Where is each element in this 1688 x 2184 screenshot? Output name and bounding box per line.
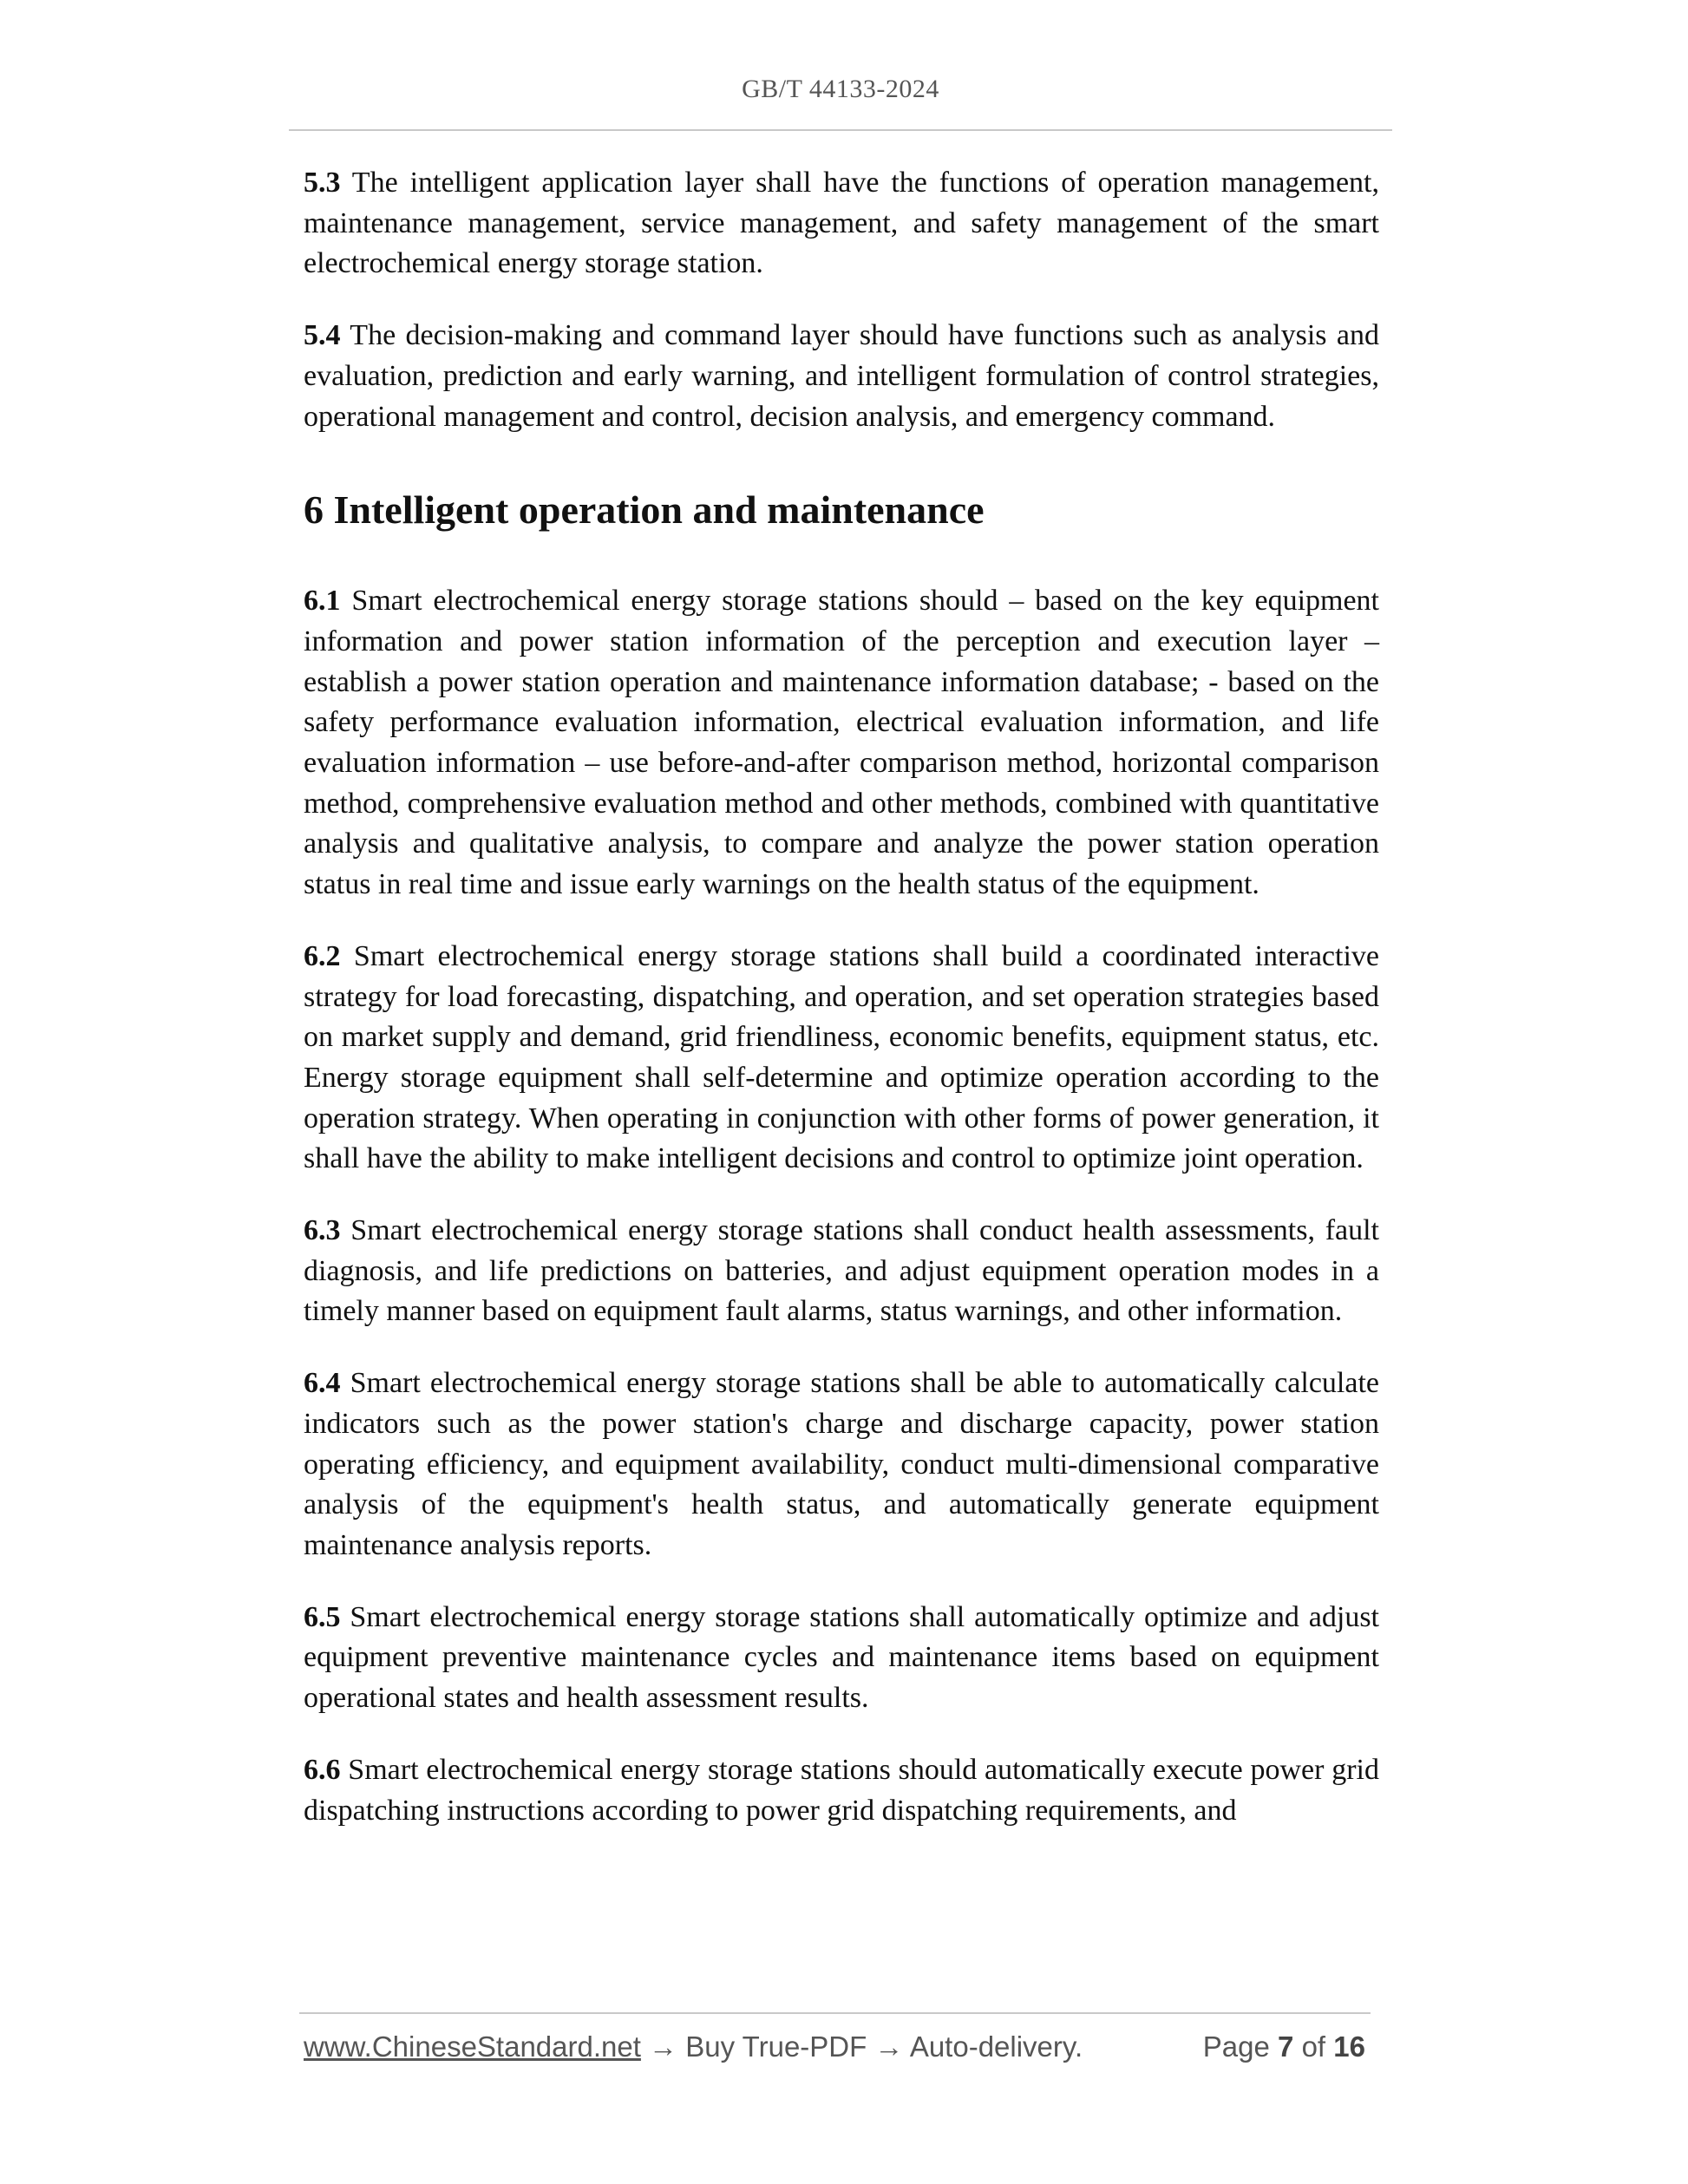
clause-text: Smart electrochemical energy storage stations shall build a coordinated interactive strategy for load forecasting, dispatching, and operation, and set operation strategies based on market supply and demand, grid friendliness, economic benefits, equipment status, etc. Energy storage equipment shall self-determine and optimize operation according to the operation strategy. When operating in conjunction with other forms of power generation, it shall have the ability to make intelligent decisions and control to optimize joint operation. [304, 939, 1380, 1175]
clause-text: Smart electrochemical energy storage stations shall conduct health assessments, fault diagnosis, and life predictions on batteries, and adjust equipment operation modes in a timely manner based on equipment fault alarms, status warnings, and other information. [304, 1214, 1380, 1328]
clause-6-1 [304, 581, 1379, 906]
clause-number: 6.3 [304, 1214, 341, 1247]
of-label: of [1301, 2030, 1326, 2063]
page-indicator [1203, 2030, 1365, 2063]
clause-number: 6.5 [304, 1600, 341, 1633]
footer-divider [299, 2012, 1371, 2014]
clause-text: The intelligent application layer shall have the functions of operation management, maintenance management, service management, and safety management of the smart electrochemical energy storage station. [304, 167, 1379, 280]
clause-number: 5.3 [304, 167, 341, 199]
clause-number: 5.4 [304, 319, 341, 352]
page-footer [304, 2030, 1371, 2072]
clause-text: Smart electrochemical energy storage stations shall be able to automatically calculate indicators such as the power station's charge and discharge capacity, power station operating efficiency, and equipment availability, conduct multi-dimensional comparative analysis of the equipment's health status, and automatically generate equipment maintenance analysis reports. [304, 1367, 1379, 1561]
clause-number: 6.1 [304, 585, 341, 618]
clause-5-3 [304, 163, 1379, 284]
site-link[interactable]: www.ChineseStandard.net [304, 2030, 641, 2063]
clause-text: Smart electrochemical energy storage stations should automatically execute power grid dispatching instructions according to power grid dispatching requirements, and [304, 1753, 1380, 1827]
footer-promo [304, 2030, 1083, 2063]
clause-5-4 [304, 316, 1379, 437]
clause-6-3 [304, 1211, 1379, 1332]
clause-number: 6.2 [304, 939, 341, 972]
page-total: 16 [1333, 2030, 1365, 2063]
header-divider [289, 129, 1392, 131]
clause-number: 6.6 [304, 1753, 341, 1786]
clause-6-5 [304, 1598, 1379, 1719]
section-heading: 6 Intelligent operation and maintenance [304, 487, 985, 533]
page-header [289, 75, 1392, 104]
clause-text: The decision-making and command layer should have functions such as analysis and evaluation, prediction and early warning, and intelligent formulation of control strategies, operational management and control, decision analysis, and emergency command. [304, 319, 1379, 433]
page-label: Page [1202, 2030, 1270, 2063]
clause-number: 6.4 [304, 1367, 341, 1400]
page-body [304, 163, 1379, 1862]
clause-6-2 [304, 937, 1379, 1180]
clause-6-4 [304, 1363, 1379, 1566]
page-number: 7 [1278, 2030, 1294, 2063]
document-id: GB/T 44133-2024 [742, 75, 939, 103]
clause-text: Smart electrochemical energy storage stations shall automatically optimize and adjust equipment preventive maintenance cycles and maintenance items based on equipment operational states and health assessment results. [304, 1600, 1379, 1715]
clause-text: Smart electrochemical energy storage stations should – based on the key equipment information and power station information of the perception and execution layer – establish a power station operation and maintenance information database; - based on the safety performance evaluation information, electrical evaluation information, and life evaluation information – use before-and-after comparison method, horizontal comparison method, comprehensive evaluation method and other methods, combined with quantitative analysis and qualitative analysis, to compare and analyze the power station operation status in real time and issue early warnings on the health status of the equipment. [304, 585, 1380, 901]
clause-6-6 [304, 1750, 1379, 1831]
promo-text: → Buy True-PDF → Auto-delivery. [640, 2030, 1083, 2063]
